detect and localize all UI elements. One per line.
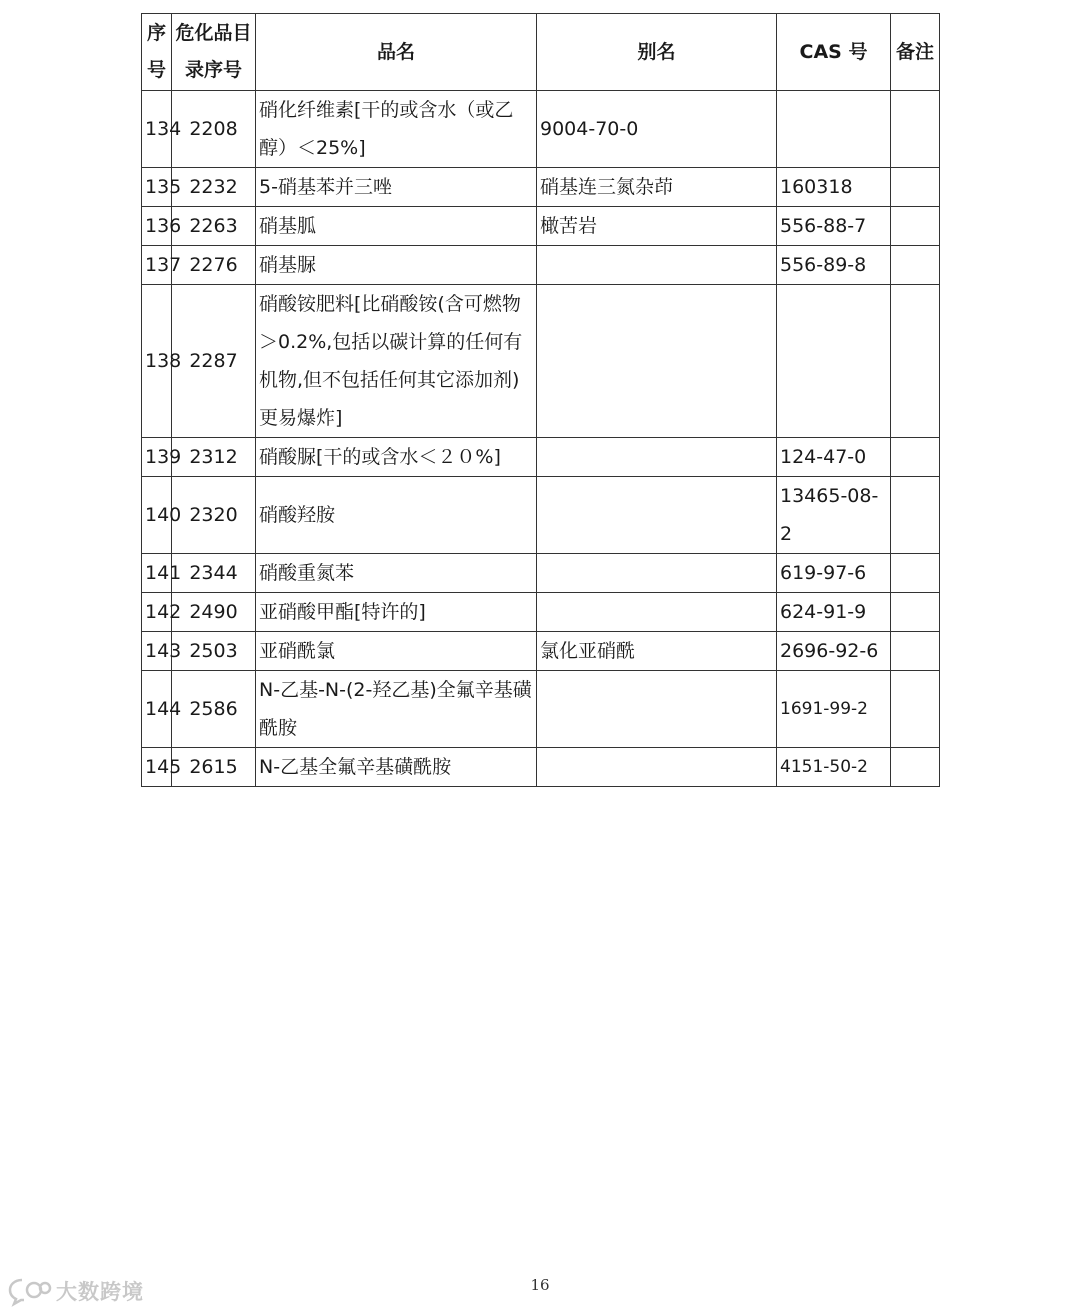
cell-remark <box>891 477 940 554</box>
table-row <box>142 246 940 285</box>
cell-name-line: 硝酸脲[干的或含水＜２０%] <box>259 446 501 468</box>
cell-remark <box>891 438 940 477</box>
cell-remark <box>891 671 940 748</box>
cell-name-line: ＞0.2%,包括以碳计算的任何有 <box>259 331 523 353</box>
cell-remark <box>891 632 940 671</box>
cell-catalog: 2312 <box>172 438 256 477</box>
cell-cas: 1691-99-2 <box>777 671 891 748</box>
cell-remark <box>891 554 940 593</box>
cell-name-line: 硝酸羟胺 <box>259 504 336 526</box>
header-alias: 别名 <box>537 14 777 91</box>
cell-cas: 160318 <box>777 168 891 207</box>
cell-name <box>256 748 537 787</box>
cell-alias: 氯化亚硝酰 <box>537 632 777 671</box>
cell-name <box>256 593 537 632</box>
cell-name-line: 酰胺 <box>259 717 298 739</box>
cell-cas: 4151-50-2 <box>777 748 891 787</box>
header-catalog <box>172 14 256 91</box>
cell-cas: 556-88-7 <box>777 207 891 246</box>
cell-name <box>256 632 537 671</box>
cell-catalog: 2320 <box>172 477 256 554</box>
cell-name-line: 硝酸重氮苯 <box>259 562 355 584</box>
header-remark: 备注 <box>891 14 940 91</box>
cell-alias <box>537 246 777 285</box>
cell-cas: 619-97-6 <box>777 554 891 593</box>
cell-remark <box>891 285 940 438</box>
table-row <box>142 168 940 207</box>
header-catalog-line1: 危化品目 <box>175 22 252 44</box>
cell-seq: 134 <box>142 91 172 168</box>
cell-name-line: 更易爆炸] <box>259 407 343 429</box>
cell-remark <box>891 748 940 787</box>
cell-catalog: 2586 <box>172 671 256 748</box>
page-number: 16 <box>530 1276 550 1294</box>
table-header <box>142 14 940 91</box>
cell-name-line: 硝基脲 <box>259 254 317 276</box>
cell-remark <box>891 593 940 632</box>
cell-remark <box>891 91 940 168</box>
cell-remark <box>891 246 940 285</box>
cell-remark <box>891 168 940 207</box>
table-row <box>142 748 940 787</box>
cell-seq: 141 <box>142 554 172 593</box>
header-seq <box>142 14 172 91</box>
cell-cas: 2696-92-6 <box>777 632 891 671</box>
cell-catalog: 2344 <box>172 554 256 593</box>
cell-alias <box>537 748 777 787</box>
table-row <box>142 438 940 477</box>
cell-name <box>256 671 537 748</box>
cell-name <box>256 554 537 593</box>
cell-name-line: N-乙基-N-(2-羟乙基)全氟辛基磺 <box>259 679 532 701</box>
cell-catalog: 2287 <box>172 285 256 438</box>
header-name: 品名 <box>256 14 537 91</box>
table-row <box>142 632 940 671</box>
cell-cas: 624-91-9 <box>777 593 891 632</box>
cell-name-line: 亚硝酸甲酯[特许的] <box>259 601 426 623</box>
cell-seq: 144 <box>142 671 172 748</box>
watermark-text: 大数跨境 <box>56 1280 144 1304</box>
cell-alias: 9004-70-0 <box>537 91 777 168</box>
table-row <box>142 207 940 246</box>
cell-name <box>256 477 537 554</box>
table-row <box>142 554 940 593</box>
cell-name-line: 硝化纤维素[干的或含水（或乙 <box>259 99 514 121</box>
cell-name <box>256 246 537 285</box>
cell-name-line: N-乙基全氟辛基磺酰胺 <box>259 756 452 778</box>
cell-alias <box>537 285 777 438</box>
cell-seq: 138 <box>142 285 172 438</box>
cell-seq: 140 <box>142 477 172 554</box>
cell-cas: 13465-08-2 <box>777 477 891 554</box>
cell-alias <box>537 477 777 554</box>
cell-alias <box>537 438 777 477</box>
header-seq-line1: 序 <box>146 22 166 44</box>
table-row <box>142 477 940 554</box>
header-row <box>142 14 940 91</box>
cell-catalog: 2615 <box>172 748 256 787</box>
cell-cas <box>777 285 891 438</box>
cell-name <box>256 438 537 477</box>
cell-remark <box>891 207 940 246</box>
table-row <box>142 593 940 632</box>
cell-catalog: 2232 <box>172 168 256 207</box>
cell-name <box>256 207 537 246</box>
cell-seq: 139 <box>142 438 172 477</box>
header-cas: CAS 号 <box>777 14 891 91</box>
table-body <box>142 91 940 787</box>
table-row <box>142 285 940 438</box>
cell-seq: 143 <box>142 632 172 671</box>
cell-name-line: 机物,但不包括任何其它添加剂) <box>259 369 520 391</box>
cell-alias <box>537 671 777 748</box>
cell-alias <box>537 593 777 632</box>
cell-seq: 136 <box>142 207 172 246</box>
header-catalog-line2: 录序号 <box>184 59 242 81</box>
cell-name-line: 硝基胍 <box>259 215 317 237</box>
cell-catalog: 2276 <box>172 246 256 285</box>
cell-name-line: 醇）＜25%] <box>259 137 366 159</box>
cell-name-line: 亚硝酰氯 <box>259 640 336 662</box>
table-row <box>142 91 940 168</box>
cell-alias <box>537 554 777 593</box>
chemical-table <box>141 13 940 787</box>
cell-seq: 135 <box>142 168 172 207</box>
cell-name-line: 硝酸铵肥料[比硝酸铵(含可燃物 <box>259 293 521 315</box>
cell-catalog: 2503 <box>172 632 256 671</box>
cell-name-line: 5-硝基苯并三唑 <box>259 176 392 198</box>
header-seq-line2: 号 <box>146 59 166 81</box>
cell-cas: 124-47-0 <box>777 438 891 477</box>
cell-name <box>256 168 537 207</box>
cell-name <box>256 285 537 438</box>
cell-catalog: 2263 <box>172 207 256 246</box>
cell-name <box>256 91 537 168</box>
cell-alias: 橄苦岩 <box>537 207 777 246</box>
cell-seq: 142 <box>142 593 172 632</box>
cell-seq: 137 <box>142 246 172 285</box>
cell-catalog: 2208 <box>172 91 256 168</box>
cell-seq: 145 <box>142 748 172 787</box>
cell-cas <box>777 91 891 168</box>
cell-alias: 硝基连三氮杂茚 <box>537 168 777 207</box>
cell-cas: 556-89-8 <box>777 246 891 285</box>
table-row <box>142 671 940 748</box>
cell-catalog: 2490 <box>172 593 256 632</box>
